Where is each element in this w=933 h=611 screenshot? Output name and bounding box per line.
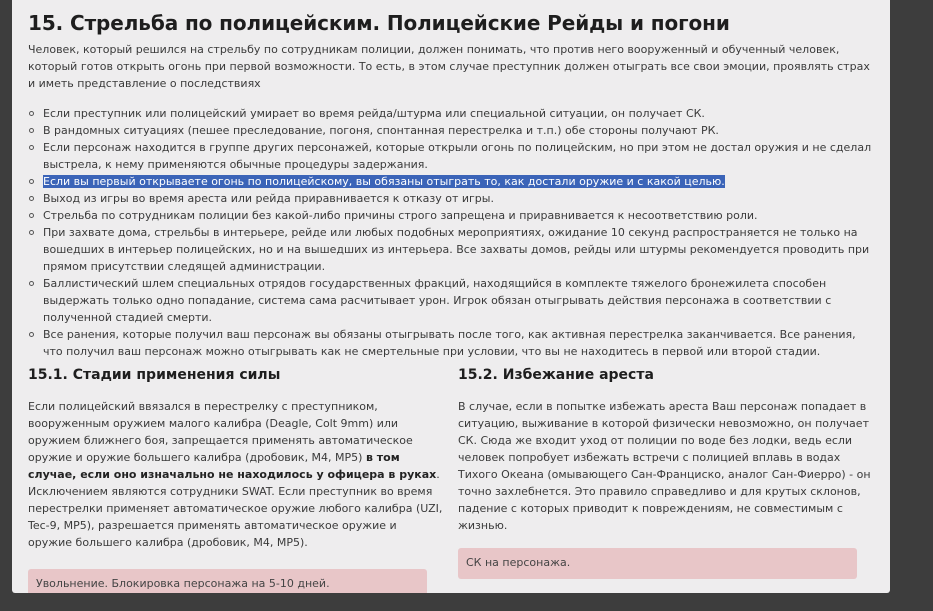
section-paragraph: В случае, если в попытке избежать ареста Ваш персонаж попадает в ситуацию, выживание в которой физически невозможно, он получает СК. Сюда же входит уход от полиции по воде без лодки, ведь если человек попробует избежать встречи с полицией вплавь в водах Тихого Океана (омывающего Сан-Франциско, аналог Сан-Фиерро) - он точно захлебнется. Это правило справедливо и для крутых склонов, падение с которых приводит к повреждениям, не совместимым с жизнью. <box>458 400 871 532</box>
rule-item: В рандомных ситуациях (пешее преследование, погоня, спонтанная перестрелка и т.п.) обе стороны получают РК. <box>28 122 874 139</box>
rule-item: Стрельба по сотрудникам полиции без какой-либо причины строго запрещена и приравнивается к несоответствию роли. <box>28 207 874 224</box>
page-title: 15. Стрельба по полицейским. Полицейские Рейды и погони <box>28 11 730 35</box>
rules-list <box>28 105 874 360</box>
intro-paragraph: Человек, который решился на стрельбу по сотрудникам полиции, должен понимать, что против него вооруженный и обученный человек, который готов открыть огонь при первой возможности. То есть, в этом случае преступник должен отыграть все свои эмоции, проявлять страх и иметь представление о последствиях <box>28 43 870 90</box>
rule-item: Если преступник или полицейский умирает во время рейда/штурма или специальной ситуации, он получает СК. <box>28 105 874 122</box>
rules-document <box>12 0 890 593</box>
penalty-note: СК на персонажа. <box>458 548 857 579</box>
rule-item: При захвате дома, стрельбы в интерьере, рейде или любых подобных мероприятиях, ожидание 10 секунд распространяется не только на вошедших в интерьер полицейских, но и на вышедших из интерьера. Все захваты домов, рейды или штурмы рекомендуется проводить при прямом присутствии следящей администрации. <box>28 224 874 275</box>
rule-item: Если персонаж находится в группе других персонажей, которые открыли огонь по полицейским, но при этом не достал оружия и не сделал выстрела, к нему применяются обычные процедуры задержания. <box>28 139 874 173</box>
penalty-note: Увольнение. Блокировка персонажа на 5-10 дней. <box>28 569 427 593</box>
selected-text[interactable]: Если вы первый открываете огонь по полицейскому, вы обязаны отыграть то, как достали оружие и с какой целью. <box>43 175 725 188</box>
section-arrest-evasion <box>458 366 874 593</box>
section-heading: 15.2. Избежание ареста <box>458 367 654 383</box>
bold-emphasis: в том случае, если оно изначально не находилось у офицера в руках <box>28 451 437 481</box>
section-paragraph: Если полицейский ввязался в перестрелку с преступником, вооруженным оружием малого калибра (Deagle, Colt 9mm) или оружием ближнего боя, запрещается применять автоматическое оружие и оружие большего калибра (дробовик, M4, MP5) в том случае, если оно изначально не находилось у офицера в руках. Исключением являются сотрудники SWAT. Если преступник во время перестрелки применяет автоматическое оружие любого калибра (UZI, Tec-9, MP5), разрешается применять автоматическое оружие и оружие большего калибра (дробовик, M4, MP5). <box>28 400 443 549</box>
rule-item: Выход из игры во время ареста или рейда приравнивается к отказу от игры. <box>28 190 874 207</box>
subsections <box>28 366 874 593</box>
rule-item-selected <box>28 173 874 190</box>
section-force-stages <box>28 366 444 593</box>
rule-item: Все ранения, которые получил ваш персонаж вы обязаны отыгрывать после того, как активная перестрелка заканчивается. Все ранения, что получил ваш персонаж можно отыгрывать как не смертельные при условии, что вы не находитесь в первой или второй стадии. <box>28 326 874 360</box>
section-heading: 15.1. Стадии применения силы <box>28 367 281 383</box>
rule-item: Баллистический шлем специальных отрядов государственных фракций, находящийся в комплекте тяжелого бронежилета способен выдержать только одно попадание, система сама расчитывает урон. Игрок обязан отыгрывать действия персонажа в соответствии с полученной стадией смерти. <box>28 275 874 326</box>
